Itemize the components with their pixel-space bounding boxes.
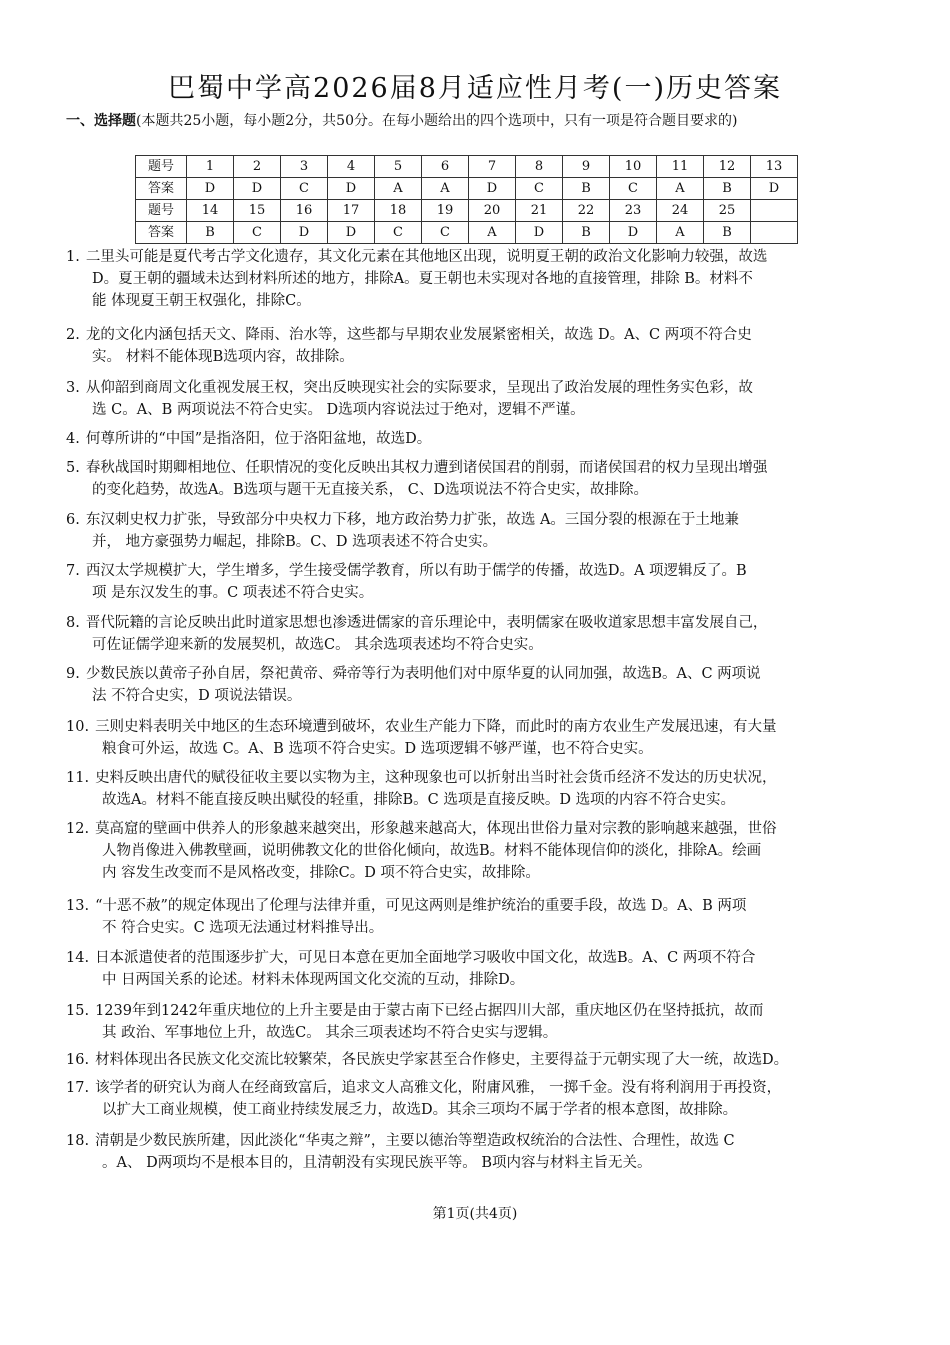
page-title: 巴蜀中学高2026届8月适应性月考(一)历史答案: [168, 73, 782, 104]
question-number: 4.: [66, 431, 80, 447]
question-number-cell: 13: [751, 156, 798, 178]
answer-cell: B: [704, 222, 751, 244]
question-number: 6.: [66, 512, 80, 528]
question-explanation: [66, 818, 882, 884]
answer-cell: B: [704, 178, 751, 200]
question-text: 龙的文化内涵包括天文、降雨、治水等，这些都与早期农业发展紧密相关，故选 D。A、C 两项不符合史: [85, 327, 752, 343]
question-explanation: [66, 560, 882, 604]
question-number-cell: [751, 200, 798, 222]
question-text: “十恶不赦”的规定体现出了伦理与法律并重，可见这两则是维护统治的重要手段，故选 D。A、B 两项: [95, 898, 747, 914]
question-explanation: [66, 1000, 882, 1044]
question-number-cell: 7: [469, 156, 516, 178]
question-number-cell: 17: [328, 200, 375, 222]
question-first-line: [66, 1077, 882, 1099]
section-desc: (本题共25小题，每小题2分，共50分。在每小题给出的四个选项中，只有一项是符合题目要求的): [136, 113, 738, 129]
question-continuation-line: 能 体现夏王朝王权强化，排除C。: [92, 293, 311, 309]
question-number-cell: 10: [610, 156, 657, 178]
table-row-a2: [136, 222, 798, 244]
question-text: 莫高窟的壁画中供养人的形象越来越突出，形象越来越高大，体现出世俗力量对宗教的影响越来越强，世俗: [95, 821, 777, 837]
answer-cell: A: [422, 178, 469, 200]
question-number-cell: 1: [187, 156, 234, 178]
question-continuation-line: 并， 地方豪强势力崛起，排除B。C、D 选项表述不符合史实。: [92, 534, 498, 550]
question-number-cell: 14: [187, 200, 234, 222]
question-number-cell: 25: [704, 200, 751, 222]
question-number: 9.: [66, 666, 80, 682]
question-number-cell: 6: [422, 156, 469, 178]
answer-cell: A: [657, 178, 704, 200]
section-intro: [66, 112, 886, 131]
question-number: 3.: [66, 380, 80, 396]
question-continuation-line: 粮食可外运，故选 C。A、B 选项不符合史实。D 选项逻辑不够严谨，也不符合史实。: [102, 741, 653, 757]
question-explanation: [66, 767, 882, 811]
question-explanation: [66, 612, 882, 656]
question-continuation-line: 内 容发生改变而不是风格改变，排除C。D 项不符合史实，故排除。: [102, 865, 540, 881]
question-number-cell: 9: [563, 156, 610, 178]
answer-table: [135, 155, 798, 244]
answer-cell: D: [610, 222, 657, 244]
question-text: 西汉太学规模扩大，学生增多，学生接受儒学教育，所以有助于儒学的传播，故选D。A 项逻辑反了。B: [85, 563, 747, 579]
answer-cell: A: [469, 222, 516, 244]
row-header: 题号: [136, 200, 187, 222]
question-text: 日本派遣使者的范围逐步扩大，可见日本意在更加全面地学习吸收中国文化，故选B。A、C 两项不符合: [95, 950, 756, 966]
answer-cell: C: [234, 222, 281, 244]
question-number: 13.: [66, 898, 90, 914]
table-row-a1: [136, 178, 798, 200]
question-number: 15.: [66, 1003, 90, 1019]
question-first-line: [66, 947, 882, 969]
section-label: 一、选择题: [66, 113, 136, 129]
answer-cell: D: [328, 222, 375, 244]
question-continuation-line: 项 是东汉发生的事。C 项表述不符合史实。: [92, 585, 374, 601]
question-continuation-line: 选 C。A、B 两项说法不符合史实。 D选项内容说法过于绝对，逻辑不严谨。: [92, 402, 585, 418]
question-first-line: [66, 246, 882, 268]
question-explanation: [66, 428, 882, 450]
question-text: 材料体现出各民族文化交流比较繁荣，各民族史学家甚至合作修史，主要得益于元朝实现了大一统，故选D。: [95, 1052, 789, 1068]
question-text: 何尊所讲的“中国”是指洛阳，位于洛阳盆地，故选D。: [85, 431, 432, 447]
question-first-line: [66, 663, 882, 685]
answer-cell: C: [422, 222, 469, 244]
answer-cell: C: [375, 222, 422, 244]
question-text: 从仰韶到商周文化重视发展王权，突出反映现实社会的实际要求，呈现出了政治发展的理性务实色彩，故: [85, 380, 753, 396]
question-number-cell: 24: [657, 200, 704, 222]
question-number-cell: 4: [328, 156, 375, 178]
answer-cell: [751, 222, 798, 244]
question-number: 18.: [66, 1133, 90, 1149]
answer-cell: B: [563, 222, 610, 244]
question-first-line: [66, 377, 882, 399]
question-continuation-line: 故选A。材料不能直接反映出赋役的轻重，排除B。C 选项是直接反映。D 选项的内容不符合史实。: [102, 792, 736, 808]
question-number: 7.: [66, 563, 80, 579]
question-first-line: [66, 895, 882, 917]
question-continuation-line: 。A、 D两项均不是根本目的，且清朝没有实现民族平等。 B项内容与材料主旨无关。: [102, 1155, 652, 1171]
question-number-cell: 21: [516, 200, 563, 222]
row-header: 题号: [136, 156, 187, 178]
question-number-cell: 23: [610, 200, 657, 222]
question-first-line: [66, 509, 882, 531]
question-first-line: [66, 560, 882, 582]
question-number: 11.: [66, 770, 90, 786]
question-explanation: [66, 716, 882, 760]
answer-cell: D: [516, 222, 563, 244]
question-continuation-line: 其 政治、军事地位上升，故选C。 其余三项表述均不符合史实与逻辑。: [102, 1025, 558, 1041]
question-text: 二里头可能是夏代考古学文化遗存，其文化元素在其他地区出现，说明夏王朝的政治文化影响力较强，故选: [85, 249, 768, 265]
question-number: 10.: [66, 719, 90, 735]
answer-cell: B: [563, 178, 610, 200]
question-number-cell: 8: [516, 156, 563, 178]
question-number-cell: 16: [281, 200, 328, 222]
question-explanation: [66, 509, 882, 553]
question-text: 清朝是少数民族所建，因此淡化“华夷之辩”，主要以德治等塑造政权统治的合法性、合理性，故选 C: [95, 1133, 735, 1149]
answer-cell: D: [469, 178, 516, 200]
answer-cell: D: [234, 178, 281, 200]
question-text: 三则史料表明关中地区的生态环境遭到破坏，农业生产能力下降，而此时的南方农业生产发展迅速，有大量: [95, 719, 777, 735]
question-number-cell: 15: [234, 200, 281, 222]
question-explanation: [66, 246, 882, 312]
answer-cell: D: [187, 178, 234, 200]
question-first-line: [66, 457, 882, 479]
question-continuation-line: 人物肖像进入佛教壁画，说明佛教文化的世俗化倾向，故选B。材料不能体现信仰的淡化，排除A。绘画: [102, 843, 762, 859]
table-row-q1: [136, 156, 798, 178]
question-explanation: [66, 324, 882, 368]
question-first-line: [66, 324, 882, 346]
question-first-line: [66, 1049, 882, 1071]
question-first-line: [66, 716, 882, 738]
question-text: 少数民族以黄帝子孙自居，祭祀黄帝、舜帝等行为表明他们对中原华夏的认同加强，故选B。A、C 两项说: [85, 666, 761, 682]
question-number-cell: 12: [704, 156, 751, 178]
question-number: 8.: [66, 615, 80, 631]
answer-cell: D: [281, 222, 328, 244]
question-continuation-line: 法 不符合史实，D 项说法错误。: [92, 688, 302, 704]
question-text: 晋代阮籍的言论反映出此时道家思想也渗透进儒家的音乐理论中，表明儒家在吸收道家思想丰富发展自己，: [85, 615, 768, 631]
answer-cell: A: [375, 178, 422, 200]
question-explanation: [66, 1077, 882, 1121]
answer-cell: C: [610, 178, 657, 200]
question-number-cell: 3: [281, 156, 328, 178]
question-explanation: [66, 663, 882, 707]
question-explanation: [66, 947, 882, 991]
question-explanation: [66, 895, 882, 939]
question-number-cell: 18: [375, 200, 422, 222]
answer-cell: C: [516, 178, 563, 200]
question-number-cell: 5: [375, 156, 422, 178]
question-number: 16.: [66, 1052, 90, 1068]
question-continuation-line: 的变化趋势，故选A。B选项与题干无直接关系， C、D选项说法不符合史实，故排除。: [92, 482, 648, 498]
row-header: 答案: [136, 178, 187, 200]
question-explanation: [66, 377, 882, 421]
page-footer: 第1页(共4页): [432, 1206, 518, 1222]
question-explanation: [66, 457, 882, 501]
question-number-cell: 2: [234, 156, 281, 178]
question-continuation-line: 中 日两国关系的论述。材料未体现两国文化交流的互动，排除D。: [102, 972, 525, 988]
question-number: 12.: [66, 821, 90, 837]
answer-cell: C: [281, 178, 328, 200]
question-explanation: [66, 1049, 882, 1071]
question-first-line: [66, 767, 882, 789]
question-number: 14.: [66, 950, 90, 966]
question-text: 1239年到1242年重庆地位的上升主要是由于蒙古南下已经占据四川大部，重庆地区仍在坚持抵抗，故而: [95, 1003, 764, 1019]
question-first-line: [66, 612, 882, 634]
question-number-cell: 19: [422, 200, 469, 222]
question-continuation-line: 以扩大工商业规模，使工商业持续发展乏力，故选D。其余三项均不属于学者的根本意图，故排除。: [102, 1102, 738, 1118]
question-number: 17.: [66, 1080, 90, 1096]
question-continuation-line: D。夏王朝的疆域未达到材料所述的地方，排除A。夏王朝也未实现对各地的直接管理，排除 B。材料不: [92, 271, 753, 287]
question-text: 春秋战国时期卿相地位、任职情况的变化反映出其权力遭到诸侯国君的削弱，而诸侯国君的权力呈现出增强: [85, 460, 768, 476]
question-number: 5.: [66, 460, 80, 476]
table-row-q2: [136, 200, 798, 222]
question-first-line: [66, 1130, 882, 1152]
question-number-cell: 22: [563, 200, 610, 222]
question-number: 1.: [66, 249, 80, 265]
question-number: 2.: [66, 327, 80, 343]
question-continuation-line: 可佐证儒学迎来新的发展契机，故选C。 其余选项表述均不符合史实。: [92, 637, 543, 653]
question-continuation-line: 实。 材料不能体现B选项内容，故排除。: [92, 349, 354, 365]
question-first-line: [66, 1000, 882, 1022]
question-text: 该学者的研究认为商人在经商致富后，追求文人高雅文化，附庸风雅， 一掷千金。没有将利润用于再投资，: [95, 1080, 782, 1096]
question-text: 东汉刺史权力扩张，导致部分中央权力下移，地方政治势力扩张，故选 A。三国分裂的根源在于土地兼: [85, 512, 739, 528]
question-explanation: [66, 1130, 882, 1174]
answer-cell: B: [187, 222, 234, 244]
question-continuation-line: 不 符合史实。C 选项无法通过材料推导出。: [102, 920, 384, 936]
question-first-line: [66, 818, 882, 840]
answer-cell: D: [751, 178, 798, 200]
answer-cell: A: [657, 222, 704, 244]
question-number-cell: 11: [657, 156, 704, 178]
question-number-cell: 20: [469, 200, 516, 222]
answer-cell: D: [328, 178, 375, 200]
question-first-line: [66, 428, 882, 450]
row-header: 答案: [136, 222, 187, 244]
question-text: 史料反映出唐代的赋役征收主要以实物为主，这种现象也可以折射出当时社会货币经济不发达的历史状况，: [95, 770, 777, 786]
